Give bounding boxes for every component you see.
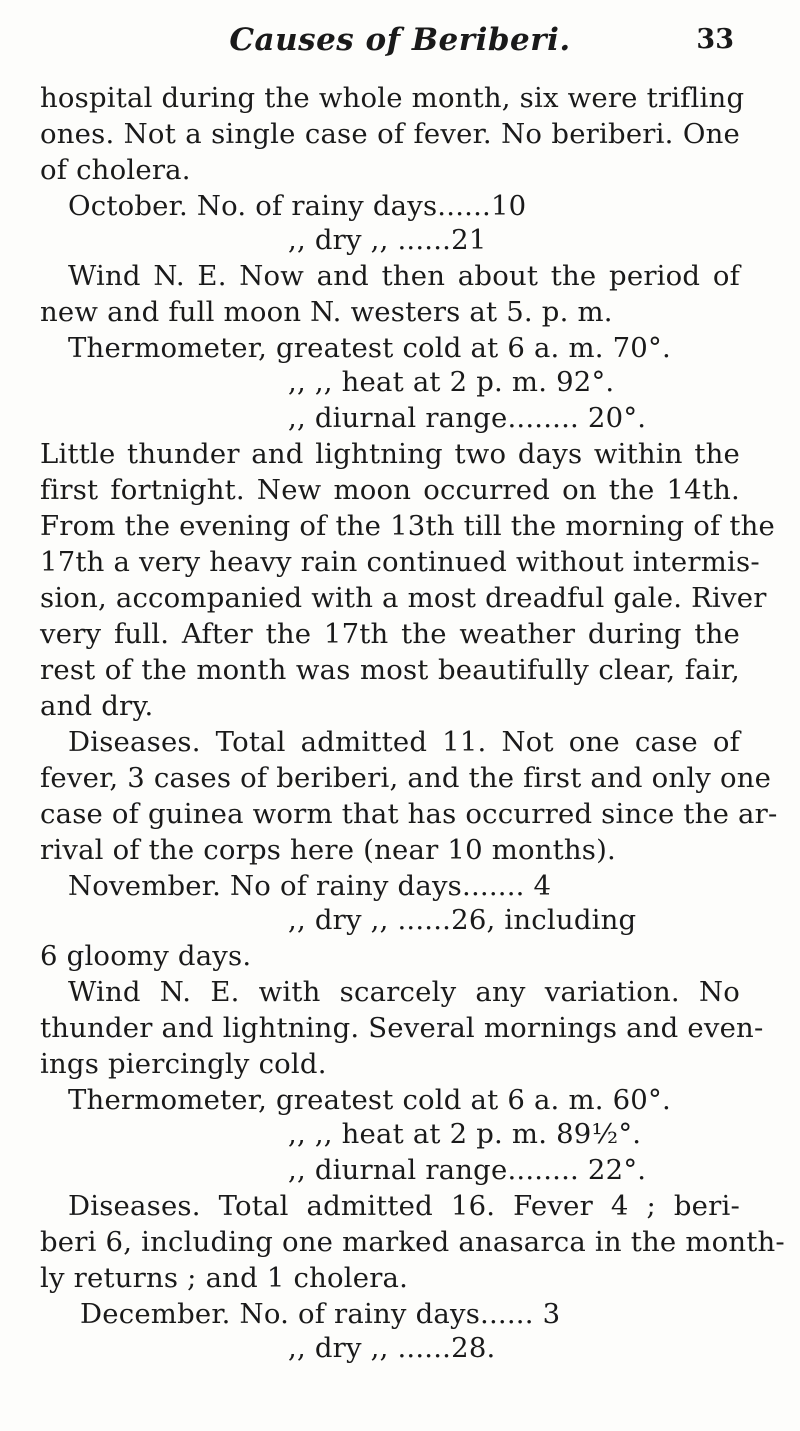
text-line: ly returns ; and 1 cholera. (40, 1262, 409, 1294)
page-number: 33 (696, 24, 734, 55)
text-line: 6 gloomy days. (40, 940, 252, 972)
text-line: October. No. of rainy days......10 (68, 190, 527, 222)
text-line: ings piercingly cold. (40, 1048, 327, 1080)
text-line: 17th a very heavy rain continued without intermis- (40, 546, 760, 578)
text-line: ,, dry ,, ......28. (288, 1332, 496, 1364)
running-header (0, 22, 800, 72)
text-line: and dry. (40, 690, 154, 722)
text-line: very full. After the 17th the weather during the (40, 618, 740, 650)
text-line: first fortnight. New moon occurred on the 14th. (40, 474, 740, 506)
text-line: new and full moon N. westers at 5. p. m. (40, 296, 613, 328)
text-line: ,, ,, heat at 2 p. m. 89½°. (288, 1118, 642, 1150)
text-line: thunder and lightning. Several mornings and even- (40, 1012, 764, 1044)
text-line: Diseases. Total admitted 11. Not one case of (68, 726, 740, 758)
text-line: rival of the corps here (near 10 months). (40, 834, 616, 866)
text-line: ,, ,, heat at 2 p. m. 92°. (288, 366, 615, 398)
text-line: ,, diurnal range........ 20°. (288, 402, 647, 434)
text-line: From the evening of the 13th till the morning of the (40, 510, 775, 542)
text-line: sion, accompanied with a most dreadful gale. River (40, 582, 767, 614)
text-line: rest of the month was most beautifully clear, fair, (40, 654, 740, 686)
text-line: December. No. of rainy days...... 3 (80, 1298, 561, 1330)
text-line: Wind N. E. with scarcely any variation. No (68, 976, 740, 1008)
text-line: hospital during the whole month, six were trifling (40, 82, 745, 114)
text-line: fever, 3 cases of beriberi, and the first and only one (40, 762, 772, 794)
text-line: of cholera. (40, 154, 191, 186)
text-line: Thermometer, greatest cold at 6 a. m. 60°. (68, 1084, 671, 1116)
text-line: Little thunder and lightning two days within the (40, 438, 740, 470)
running-title: Causes of Beriberi. (229, 22, 571, 58)
text-line: ,, dry ,, ......26, including (288, 904, 637, 936)
text-line: November. No of rainy days....... 4 (68, 870, 552, 902)
text-line: Thermometer, greatest cold at 6 a. m. 70°. (68, 332, 671, 364)
text-line: beri 6, including one marked anasarca in the month- (40, 1226, 785, 1258)
text-line: ones. Not a single case of fever. No beriberi. One (40, 118, 740, 150)
text-line: Diseases. Total admitted 16. Fever 4 ; beri- (68, 1190, 740, 1222)
text-line: ,, diurnal range........ 22°. (288, 1154, 647, 1186)
text-line: Wind N. E. Now and then about the period of (68, 260, 740, 292)
text-line: ,, dry ,, ......21 (288, 224, 487, 256)
text-line: case of guinea worm that has occurred since the ar- (40, 798, 778, 830)
